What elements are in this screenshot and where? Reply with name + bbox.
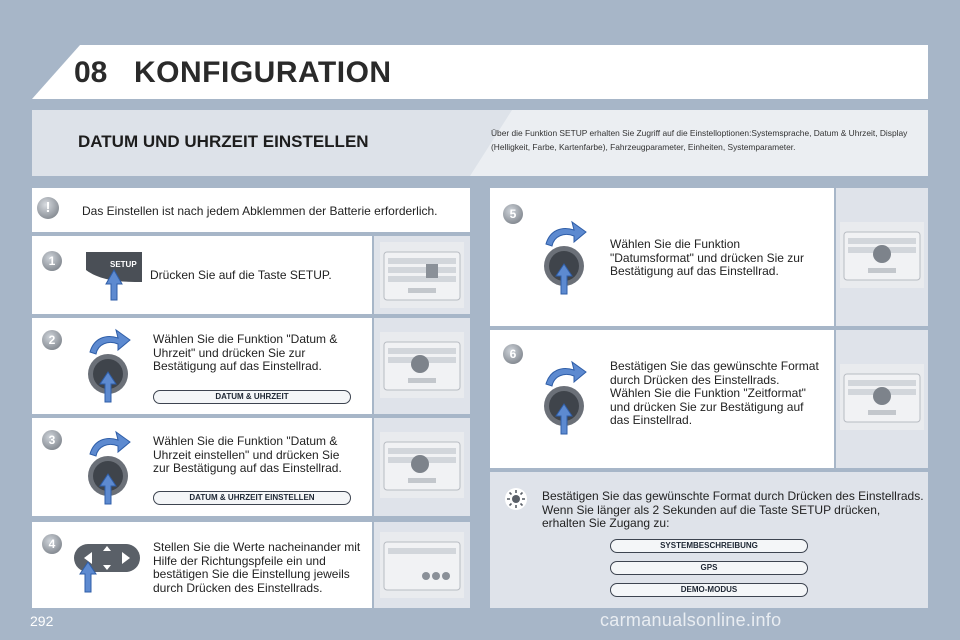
radio-panel-thumbnail-1: [380, 242, 464, 308]
step-6-text: Bestätigen Sie das gewünschte Format durch Drücken des Einstellrads. Wählen Sie die Funktion "Zeitformat" und drücken Sie zur Bestätigung auf das Einstellrad.: [610, 359, 819, 427]
step-4-badge: 4: [42, 534, 62, 554]
tip-text: Bestätigen Sie das gewünschte Format durch Drücken des Einstellrads. Wenn Sie länger als 2 Sekunden auf die Taste SETUP drücken, erhalten Sie Zugang zu:: [542, 489, 924, 530]
chapter-title: KONFIGURATION: [134, 56, 392, 89]
radio-panel-thumbnail-2: [380, 332, 464, 398]
menu-datum-uhrzeit-einstellen[interactable]: DATUM & UHRZEIT EINSTELLEN: [153, 491, 351, 505]
step-2-text: Wählen Sie die Funktion "Datum & Uhrzeit" und drücken Sie zur Bestätigung auf das Einstellrad.: [153, 332, 338, 373]
intro-text: Über die Funktion SETUP erhalten Sie Zugriff auf die Einstelloptionen:Systemsprache, Datum & Uhrzeit, Display (Helligkeit, Farbe, Kartenfarbe), Fahrzeugparameter, Einheiten, Systemparameter.: [491, 128, 908, 152]
setup-button-icon: [86, 250, 142, 302]
warning-text: Das Einstellen ist nach jedem Abklemmen der Batterie erforderlich.: [82, 204, 438, 218]
warning-icon: !: [37, 197, 59, 219]
chapter-number: 08: [74, 56, 108, 89]
step-1-text: Drücken Sie auf die Taste SETUP.: [150, 268, 332, 282]
section-title: DATUM UND UHRZEIT EINSTELLEN: [78, 132, 369, 151]
step-5-badge: 5: [503, 204, 523, 224]
rotary-knob-icon: [84, 428, 136, 513]
setup-button-label: SETUP: [110, 260, 137, 269]
watermark: carmanualsonline.info: [600, 610, 782, 630]
rotary-knob-icon: [84, 326, 136, 411]
step-1-badge: 1: [42, 251, 62, 271]
radio-panel-thumbnail-3: [380, 432, 464, 498]
rotary-knob-icon: [540, 218, 592, 303]
rotary-knob-icon: [540, 358, 592, 443]
radio-panel-thumbnail-4: [380, 532, 464, 598]
radio-panel-thumbnail-6: [840, 364, 924, 430]
option-systembeschreibung[interactable]: SYSTEMBESCHREIBUNG: [610, 539, 808, 553]
option-demo-modus[interactable]: DEMO-MODUS: [610, 583, 808, 597]
step-6-badge: 6: [503, 344, 523, 364]
step-5-text: Wählen Sie die Funktion "Datumsformat" und drücken Sie zur Bestätigung auf das Einstellrad.: [610, 237, 804, 278]
step-2-badge: 2: [42, 330, 62, 350]
option-gps[interactable]: GPS: [610, 561, 808, 575]
step-4-text: Stellen Sie die Werte nacheinander mit Hilfe der Richtungspfeile ein und bestätigen Sie die Einstellung jeweils durch Drücken des Einstellrads.: [153, 540, 361, 595]
step-3-text: Wählen Sie die Funktion "Datum & Uhrzeit einstellen" und drücken Sie zur Bestätigung auf das Einstellrad.: [153, 434, 342, 475]
radio-panel-thumbnail-5: [840, 222, 924, 288]
direction-arrows-icon: [72, 538, 144, 599]
step-3-badge: 3: [42, 430, 62, 450]
lightbulb-icon: [505, 488, 527, 510]
menu-datum-uhrzeit[interactable]: DATUM & UHRZEIT: [153, 390, 351, 404]
page-number: 292: [30, 613, 54, 629]
